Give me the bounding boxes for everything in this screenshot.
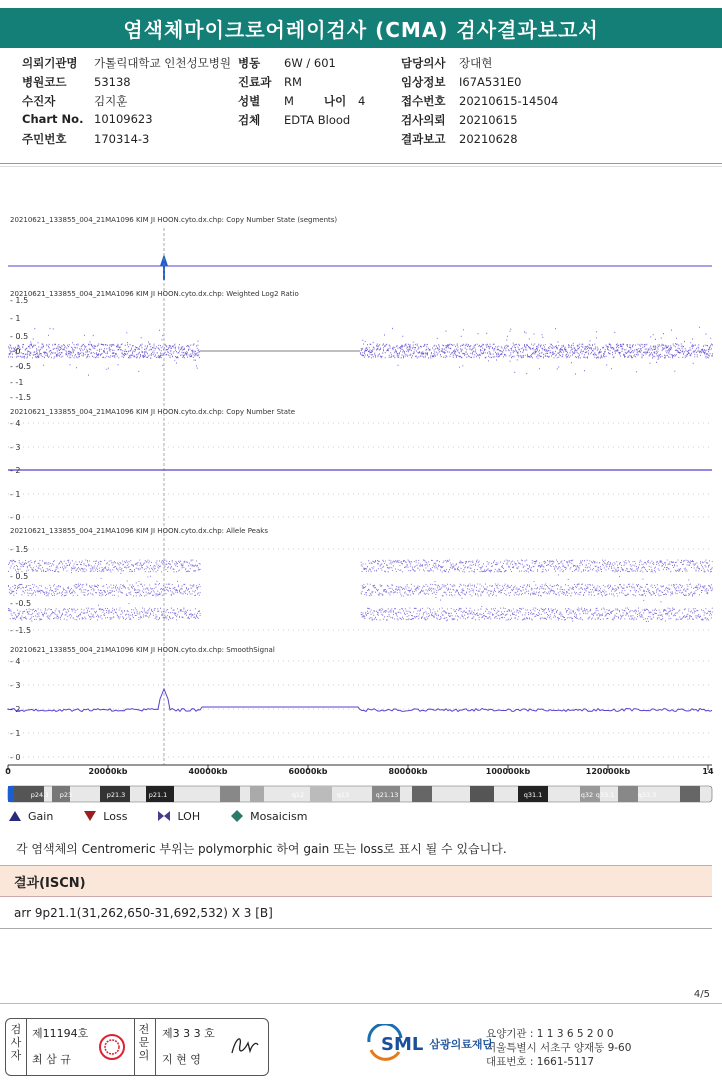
- mosaicism-diamond-icon: [230, 809, 244, 823]
- legend-gain-label: Gain: [28, 809, 54, 823]
- org-info: [486, 1027, 631, 1069]
- examiner-name: 최 삼 규: [32, 1053, 71, 1066]
- allele-tick-label: - 0.5: [10, 572, 29, 581]
- legend-loh: [157, 810, 200, 823]
- org-phone: 대표번호 : 1661-5117: [486, 1056, 595, 1068]
- smooth-tick-label: - 2: [10, 705, 21, 714]
- legend-mosaicism-label: Mosaicism: [250, 809, 308, 823]
- field-value: EDTA Blood: [284, 113, 351, 127]
- allele-tick-label: - -0.5: [10, 599, 32, 608]
- signature-icon: [228, 1031, 262, 1061]
- x-tick-label: 14: [702, 767, 714, 776]
- logo-text: SML: [381, 1033, 424, 1055]
- signature-box: [5, 1018, 269, 1076]
- log2-points: [8, 327, 713, 375]
- field-value: 20210615-14504: [459, 94, 559, 108]
- field-label: 검체: [238, 113, 261, 127]
- result-iscn: arr 9p21.1(31,262,650-31,692,532) X 3 [B]: [14, 906, 273, 920]
- field-label: Chart No.: [22, 112, 84, 126]
- x-tick-label: 0: [5, 767, 11, 776]
- centromere-note: 각 염색체의 Centromeric 부위는 polymorphic 하여 gain 또는 loss로 표시 될 수 있습니다.: [16, 842, 507, 856]
- field-value: 53138: [94, 75, 131, 89]
- panel-title-cn: 20210621_133855_004_21MA1096 KIM JI HOON.cyto.dx.chp: Copy Number State: [10, 408, 296, 416]
- band-label: q13: [336, 791, 350, 799]
- log2-tick-label: - 0: [10, 347, 21, 356]
- examiner-label: 검사자: [10, 1023, 22, 1062]
- divider: [0, 1003, 722, 1004]
- log2-tick-label: - 1: [10, 314, 21, 323]
- band-label: q33.1: [595, 791, 615, 799]
- loh-bowtie-icon: [157, 810, 171, 822]
- seal-stamp-icon: [98, 1033, 126, 1061]
- log2-tick-label: - -1: [10, 378, 24, 387]
- copy-number-panel: [8, 423, 712, 517]
- x-axis-labels: [5, 765, 714, 776]
- panel-title-smooth: 20210621_133855_004_21MA1096 KIM JI HOON.cyto.dx.chp: SmoothSignal: [10, 646, 275, 654]
- field-label: 나이: [324, 94, 347, 108]
- band-label: p21.3: [106, 791, 126, 799]
- x-tick-label: 60000kb: [288, 767, 328, 776]
- x-tick-label: 100000kb: [485, 767, 531, 776]
- field-label: 병동: [238, 56, 261, 70]
- log2-tick-label: - -1.5: [10, 393, 32, 402]
- smooth-signal-panel: [8, 661, 712, 757]
- field-value: RM: [284, 75, 302, 89]
- ideogram-band: [250, 786, 264, 802]
- field-label: 접수번호: [401, 94, 446, 108]
- ideogram-band: [310, 786, 332, 802]
- field-label: 진료과: [238, 75, 272, 89]
- band-label: p23: [59, 791, 73, 799]
- field-label: 담당의사: [401, 56, 446, 70]
- x-tick-label: 40000kb: [188, 767, 228, 776]
- ideogram-band: [470, 786, 494, 802]
- specialist-label: 전문의: [138, 1023, 150, 1062]
- field-value: 가톨릭대학교 인천성모병원: [94, 56, 231, 70]
- ideogram-marker: [8, 786, 14, 802]
- panel-title-log2: 20210621_133855_004_21MA1096 KIM JI HOON.cyto.dx.chp: Weighted Log2 Ratio: [10, 290, 299, 298]
- org-code: 요양기관 : 1 1 3 6 5 2 0 0: [486, 1028, 614, 1040]
- allele-peaks-scatter: [8, 549, 713, 630]
- ideogram-band: [412, 786, 432, 802]
- ideogram-band: [618, 786, 638, 802]
- field-label: 병원코드: [22, 75, 67, 89]
- cn-tick-label: - 3: [10, 443, 21, 452]
- specialist-license: 제3 3 3 호: [162, 1027, 215, 1040]
- smooth-signal-line: [8, 689, 712, 712]
- band-label: q12: [291, 791, 305, 799]
- legend-loss: [83, 810, 127, 823]
- field-label: 의뢰기관명: [22, 56, 78, 70]
- x-tick-label: 20000kb: [88, 767, 128, 776]
- smooth-tick-label: - 1: [10, 729, 21, 738]
- log2-tick-label: - -0.5: [10, 362, 32, 371]
- chromosome-ideogram: [8, 786, 712, 802]
- log2-tick-label: - 0.5: [10, 332, 29, 341]
- field-label: 수진자: [22, 94, 56, 108]
- field-label: 임상정보: [401, 75, 446, 89]
- allele-tick-label: - -1.5: [10, 626, 32, 635]
- allele-points: [8, 560, 713, 621]
- field-value: 10109623: [94, 112, 153, 126]
- field-label: 성별: [238, 94, 261, 108]
- smooth-tick-label: - 0: [10, 753, 21, 762]
- report-title: 염색체마이크로어레이검사 (CMA) 검사결과보고서: [0, 8, 722, 48]
- legend-loss-label: Loss: [103, 809, 128, 823]
- cn-tick-label: - 2: [10, 466, 21, 475]
- field-value: 20210615: [459, 113, 518, 127]
- field-label: 검사의뢰: [401, 113, 446, 127]
- loss-triangle-icon: [83, 810, 97, 822]
- allele-tick-label: - 1.5: [10, 545, 29, 554]
- band-label: p21.1: [148, 791, 168, 799]
- org-name: 삼광의료재단: [429, 1038, 494, 1051]
- y-axis-labels: [10, 296, 31, 762]
- field-value: 4: [358, 94, 366, 108]
- band-label: q31.1: [523, 791, 543, 799]
- gain-triangle-icon: [8, 810, 22, 822]
- band-label: q33.3: [637, 791, 657, 799]
- examiner-license: 제11194호: [32, 1027, 89, 1040]
- band-label: q21.13: [375, 791, 399, 799]
- field-value: 김지훈: [94, 94, 128, 108]
- log2-tick-label: - 1.5: [10, 296, 29, 305]
- x-tick-label: 120000kb: [585, 767, 631, 776]
- divider: [0, 928, 712, 929]
- field-value: M: [284, 94, 294, 108]
- panel-title-segments: 20210621_133855_004_21MA1096 KIM JI HOON.cyto.dx.chp: Copy Number State (segments): [10, 216, 338, 224]
- field-label: 결과보고: [401, 132, 446, 146]
- smooth-tick-label: - 3: [10, 681, 21, 690]
- field-value: I67A531E0: [459, 75, 522, 89]
- page-number: 4/5: [693, 989, 710, 1000]
- smooth-tick-label: - 4: [10, 657, 21, 666]
- band-label: p24.1: [30, 791, 50, 799]
- log2-scatter: [8, 327, 713, 375]
- field-label: 주민번호: [22, 132, 67, 146]
- field-value: 20210628: [459, 132, 518, 146]
- org-logo: [365, 1024, 493, 1064]
- result-heading: 결과(ISCN): [0, 865, 712, 897]
- band-label: q32: [580, 791, 594, 799]
- field-value: 6W / 601: [284, 56, 336, 70]
- org-address: 서울특별시 서초구 양재동 9-60: [486, 1042, 632, 1054]
- cn-tick-label: - 1: [10, 490, 21, 499]
- legend-gain: [8, 810, 53, 823]
- ideogram-band: [220, 786, 240, 802]
- legend: [8, 809, 307, 823]
- field-value: 장대현: [459, 56, 493, 70]
- cn-tick-label: - 0: [10, 513, 21, 522]
- legend-loh-label: LOH: [177, 809, 201, 823]
- field-value: 170314-3: [94, 132, 150, 146]
- x-tick-label: 80000kb: [388, 767, 428, 776]
- legend-mosaicism: [230, 809, 307, 823]
- cn-tick-label: - 4: [10, 419, 21, 428]
- specialist-name: 지 현 영: [162, 1053, 201, 1066]
- panel-title-allele: 20210621_133855_004_21MA1096 KIM JI HOON.cyto.dx.chp: Allele Peaks: [10, 527, 268, 535]
- ideogram-band: [680, 786, 700, 802]
